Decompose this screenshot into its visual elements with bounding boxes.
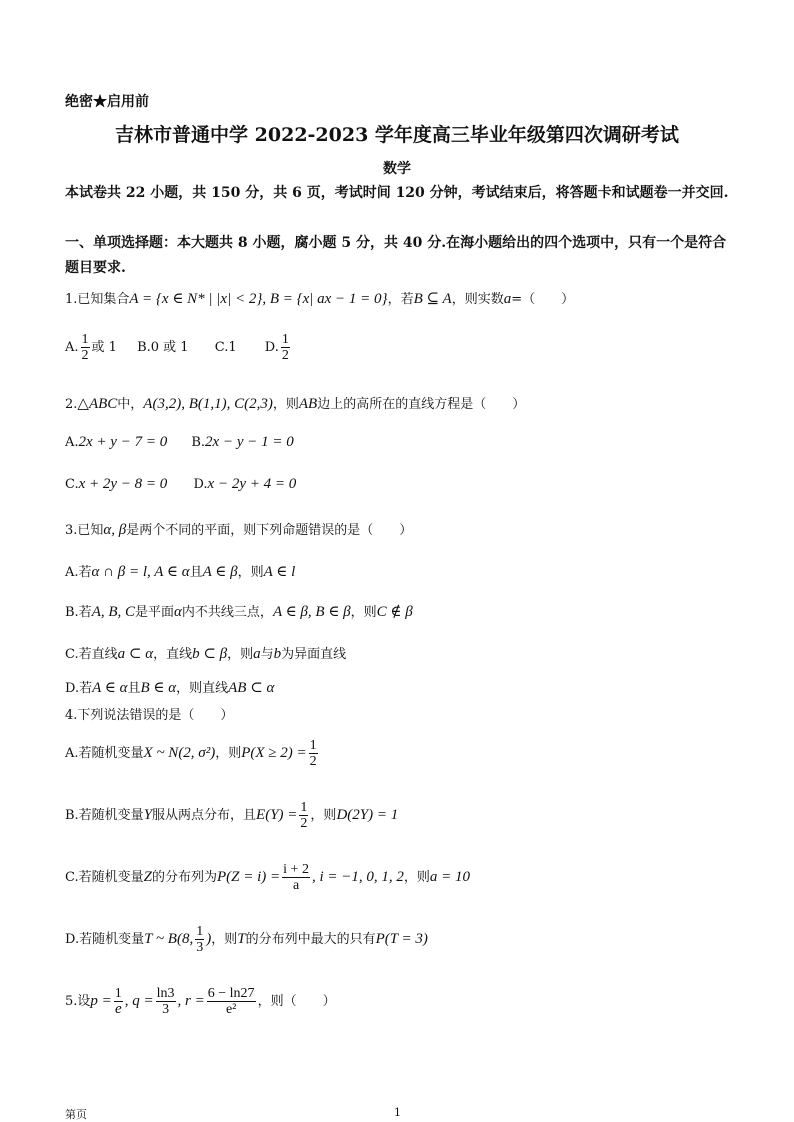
option-d: D.x − 2y + 4 = 0 [193,476,297,492]
question-3-option-c: C.若直线a ⊂ α，直线b ⊂ β，则a与b为异面直线 [65,646,347,662]
question-3-option-d: D.若A ∈ α且B ∈ α，则直线AB ⊂ α [65,680,275,696]
footer-page-number: 1 [394,1106,401,1119]
option-d: D. $\frac{1}{2}$ [264,332,289,363]
option-b: B.0 或 1 [137,340,189,355]
exam-notice: 本试卷共 22 小题，共 150 分，共 6 页，考试时间 120 分钟，考试结束后，将答题卡和试题卷一并交回. [65,185,729,201]
question-4-option-c: C.若随机变量Z的分布列为P(Z = i) = $\frac{i + 2}{a}$ , i = −1, 0, 1, 2，则a = 10 [65,862,471,893]
option-a: A. $\frac{1}{2}$ 或 1 [65,332,117,363]
question-4-stem: 4.下列说法错误的是（ ） [65,708,234,723]
question-2-options-cd [65,476,296,493]
option-a: A.2x + y − 7 = 0 [65,434,168,450]
question-2-options-ab [65,434,294,451]
option-b: B.2x − y − 1 = 0 [191,434,294,450]
question-4-option-d: D.若随机变量T ~ B(8, $\frac{1}{3}$ )，则T的分布列中最大的只有P(T = 3) [65,924,428,955]
question-4-option-b: B.若随机变量Y服从两点分布，且E(Y) = $\frac{1}{2}$ ，则D(2Y) = 1 [65,800,399,831]
option-c: C.1 [214,340,237,355]
confidential-mark: 绝密★启用前 [65,94,149,110]
question-3-option-b: B.若A, B, C是平面α内不共线三点，A ∈ β, B ∈ β，则C ∉ β [65,604,413,620]
option-c: C.x + 2y − 8 = 0 [65,476,168,492]
question-2-stem: 2.△ABC中，A(3,2), B(1,1), C(2,3)，则AB边上的高所在的直线方程是（ ） [65,396,526,412]
question-3-option-a: A.若α ∩ β = l, A ∈ α且A ∈ β，则A ∈ l [65,564,296,580]
exam-subject: 数学 [383,161,411,177]
footer-page-label: 第页 [65,1108,87,1121]
question-3-stem: 3.已知α, β是两个不同的平面，则下列命题错误的是（ ） [65,522,413,538]
question-4-option-a: A.若随机变量X ~ N(2, σ²)，则P(X ≥ 2) = $\frac{1}{2}$ [65,738,317,769]
question-5-stem: 5.设p = $\frac{1}{e}$ , q = $\frac{\ln 3}{3}$ , r = $\frac{6 - \ln 27}{\text{e²}}$ ，则（ ） [65,986,336,1017]
question-1-stem: 1.已知集合A = {x ∈ N* | |x| < 2}, B = {x| ax − 1 = 0}，若B ⊆ A，则实数a=（ ） [65,291,575,307]
exam-title: 吉林市普通中学 2022-2023 学年度高三毕业年级第四次调研考试 [115,124,679,146]
question-1-options [65,332,292,363]
section-heading: 一、单项选择题：本大题共 8 小题，腐小题 5 分，共 40 分.在海小题给出的四个选项中，只有一个是符合题目要求. [65,235,727,276]
